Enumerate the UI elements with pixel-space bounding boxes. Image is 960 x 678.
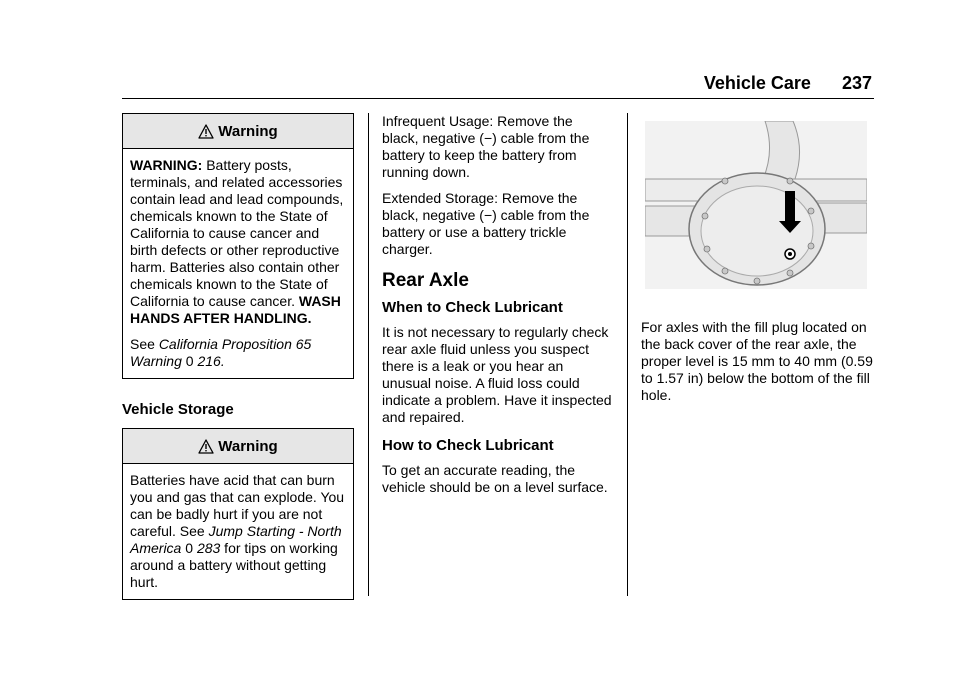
rear-axle-fill-plug-illustration xyxy=(645,121,867,289)
column-divider-2 xyxy=(627,113,628,596)
page-ref-arrow: 0 xyxy=(185,353,194,369)
when-to-check-heading: When to Check Lubricant xyxy=(382,299,563,316)
warning-body xyxy=(123,149,353,378)
page-ref-number[interactable]: 216 xyxy=(197,353,221,369)
warning-header xyxy=(123,114,353,149)
column-3 xyxy=(641,113,873,404)
when-to-check-text: It is not necessary to regularly check rear axle fluid unless you suspect there is a leak or you hear an unusual noise. A fluid loss could indicate a problem. Have it inspected and repaired. xyxy=(382,324,612,425)
how-to-check-text: To get an accurate reading, the vehicle should be on a level surface. xyxy=(382,462,608,495)
warning-body xyxy=(123,464,353,599)
warning-paragraph xyxy=(130,157,347,327)
rear-axle-heading: Rear Axle xyxy=(382,270,469,291)
warning-paragraph xyxy=(130,472,347,591)
warning-text-end: for tips on working around a battery without getting hurt. xyxy=(130,540,338,590)
page-ref-arrow: 0 xyxy=(185,540,194,556)
warning-title: Warning xyxy=(218,437,278,455)
extended-storage-text: Extended Storage: Remove the black, negative (−) cable from the battery or use a battery trickle charger. xyxy=(382,190,590,257)
period: . xyxy=(220,353,225,369)
warning-lead: WARNING: xyxy=(130,157,203,173)
column-divider-1 xyxy=(368,113,369,596)
warning-box-california xyxy=(122,113,354,379)
fill-level-text: For axles with the fill plug located on the back cover of the rear axle, the proper level is 15 mm to 40 mm (0.59 to 1.57 in) below the bottom of the fill hole. xyxy=(641,319,873,403)
page-header xyxy=(704,73,872,94)
warning-triangle-icon xyxy=(198,124,214,139)
see-reference xyxy=(130,336,347,370)
warning-title: Warning xyxy=(218,122,278,140)
infrequent-usage-text: Infrequent Usage: Remove the black, negative (−) cable from the battery to keep the battery from running down. xyxy=(382,113,590,180)
how-to-check-heading: How to Check Lubricant xyxy=(382,437,554,454)
warning-header xyxy=(123,429,353,464)
reference-link-jump-starting[interactable]: Jump Starting - North America xyxy=(130,523,342,556)
header-rule xyxy=(122,98,874,99)
warning-text: Batteries have acid that can burn you and gas that can explode. You can be badly hurt if you are not careful. See xyxy=(130,472,345,539)
reference-link-prop65[interactable]: California Proposition 65 Warning xyxy=(130,336,312,369)
warning-caps: WASH HANDS AFTER HANDLING. xyxy=(130,293,341,326)
page-number: 237 xyxy=(841,73,872,93)
warning-box-battery xyxy=(122,428,354,600)
column-1 xyxy=(122,113,354,600)
page-ref-number[interactable]: 283 xyxy=(196,540,221,556)
column-2 xyxy=(382,113,612,496)
vehicle-storage-heading: Vehicle Storage xyxy=(122,401,234,418)
warning-triangle-icon xyxy=(198,439,214,454)
warning-text: Battery posts, terminals, and related accessories contain lead and lead compounds, chemicals known to the State of California to cause cancer and birth defects or other reproductive harm. Batteries also contain other chemicals known to the State of California to cause cancer. xyxy=(130,157,344,309)
section-title: Vehicle Care xyxy=(703,73,811,93)
see-label: See xyxy=(130,336,159,352)
